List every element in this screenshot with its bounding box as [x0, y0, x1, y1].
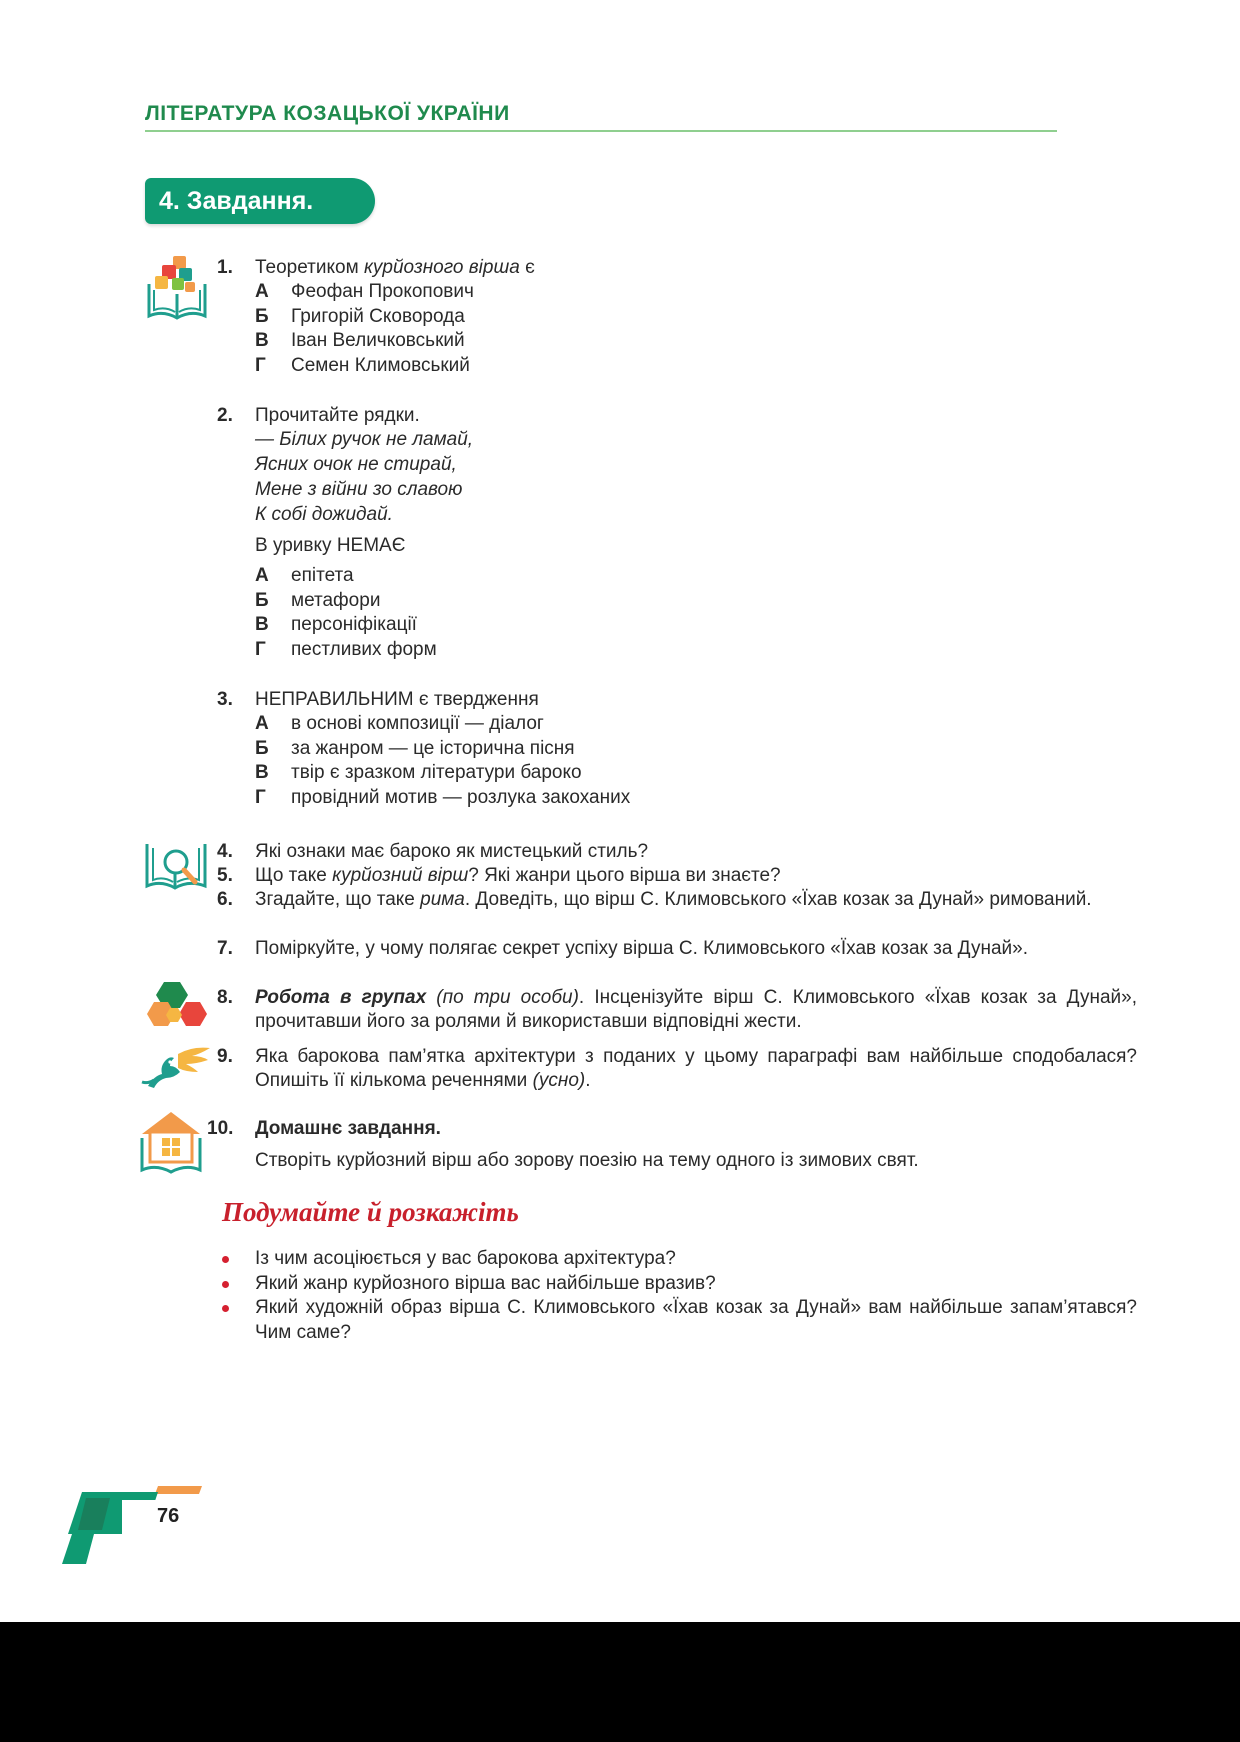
- question-text: Прочитайте рядки.: [255, 405, 420, 426]
- question-text: Що таке курйозний вірш? Які жанри цього вірша ви знаєте?: [255, 865, 781, 886]
- homework-title: Домашнє завдання.: [255, 1118, 441, 1139]
- question-number: 1.: [217, 257, 233, 278]
- question-number: 10.: [207, 1118, 234, 1139]
- answer-option: Г Семен Климовський: [255, 354, 470, 376]
- answer-option: В Іван Величковський: [255, 330, 465, 351]
- question-number: 9.: [217, 1046, 233, 1067]
- question-7: [217, 937, 1137, 961]
- answer-option: А Феофан Прокопович: [255, 281, 474, 302]
- answer-option: А в основі композиції — діалог: [255, 713, 544, 734]
- answer-option: В твір є зразком літератури бароко: [255, 762, 582, 783]
- answer-option: А епітета: [255, 565, 354, 586]
- question-text: Згадайте, що таке рима. Доведіть, що вірш С. Климовського «Їхав козак за Дунай» римований.: [255, 889, 1092, 910]
- header-rule: [145, 130, 1057, 132]
- question-number: 3.: [217, 689, 233, 710]
- list-item: Який художній образ вірша С. Климовського «Їхав козак за Дунай» вам найбільше запам’ятався? Чим саме?: [222, 1296, 1137, 1345]
- question-text: Які ознаки має бароко як мистецький стиль?: [255, 841, 649, 862]
- question-10: [207, 1117, 1137, 1173]
- answer-option: Г пестливих форм: [255, 638, 437, 660]
- answer-option: Г провідний мотив — розлука закоханих: [255, 786, 631, 808]
- test-books-icon: [145, 254, 210, 322]
- question-9: [217, 1045, 1137, 1093]
- question-8: [217, 986, 1137, 1034]
- pegasus-icon: [140, 1044, 212, 1092]
- list-item: Який жанр курйозного вірша вас найбільше вразив?: [222, 1272, 1137, 1297]
- footer-decoration: [58, 1484, 208, 1566]
- magnifier-book-icon: [143, 840, 209, 892]
- question-subtext: В уривку НЕМАЄ: [255, 535, 406, 556]
- question-number: 7.: [217, 938, 233, 959]
- homework-house-icon: [138, 1110, 204, 1174]
- question-number: 4.: [217, 841, 233, 862]
- answer-option: Б Григорій Сковорода: [255, 305, 465, 327]
- think-and-tell-heading: Подумайте й розкажіть: [222, 1197, 519, 1227]
- question-text: НЕПРАВИЛЬНИМ є твердження: [255, 689, 539, 710]
- question-4: [217, 840, 1137, 864]
- running-header: ЛІТЕРАТУРА КОЗАЦЬКОЇ УКРАЇНИ: [145, 102, 510, 125]
- question-text: Поміркуйте, у чому полягає секрет успіху вірша С. Климовського «Їхав козак за Дунай».: [255, 938, 1028, 959]
- question-text: Робота в групах (по три особи). Інсценізуйте вірш С. Климовського «Їхав козак за Дунай», прочитавши його за ролями й використавши відповідні жести.: [255, 987, 1137, 1032]
- section-title: 4. Завдання.: [159, 187, 314, 215]
- answer-option: Б за жанром — це історична пісня: [255, 737, 575, 759]
- answer-option: В персоніфікації: [255, 614, 417, 635]
- question-5: [217, 864, 1137, 888]
- question-2: [217, 404, 473, 662]
- group-work-icon: [144, 980, 210, 1030]
- question-text: Яка барокова пам’ятка архітектури з поданих у цьому параграфі вам найбільше сподобалася? Опишіть її кількома реченнями (усно).: [255, 1046, 1137, 1091]
- answer-option: Б метафори: [255, 589, 381, 611]
- question-6: [217, 888, 1137, 912]
- question-text: Теоретиком курйозного вірша є: [255, 257, 535, 278]
- page-number: 76: [157, 1505, 180, 1527]
- question-number: 2.: [217, 405, 233, 426]
- think-and-tell-list: [222, 1247, 1137, 1345]
- question-1: [217, 256, 535, 378]
- poem-excerpt: — Білих ручок не ламай, Ясних очок не стирай, Мене з війни зо славою К собі дожидай.: [255, 429, 474, 525]
- question-number: 6.: [217, 889, 233, 910]
- section-heading: [145, 178, 375, 224]
- question-number: 5.: [217, 865, 233, 886]
- list-item: Із чим асоціюється у вас барокова архітектура?: [222, 1247, 1137, 1272]
- question-3: [217, 688, 631, 810]
- homework-text: Створіть курйозний вірш або зорову поезію на тему одного із зимових свят.: [255, 1150, 919, 1171]
- question-number: 8.: [217, 987, 233, 1008]
